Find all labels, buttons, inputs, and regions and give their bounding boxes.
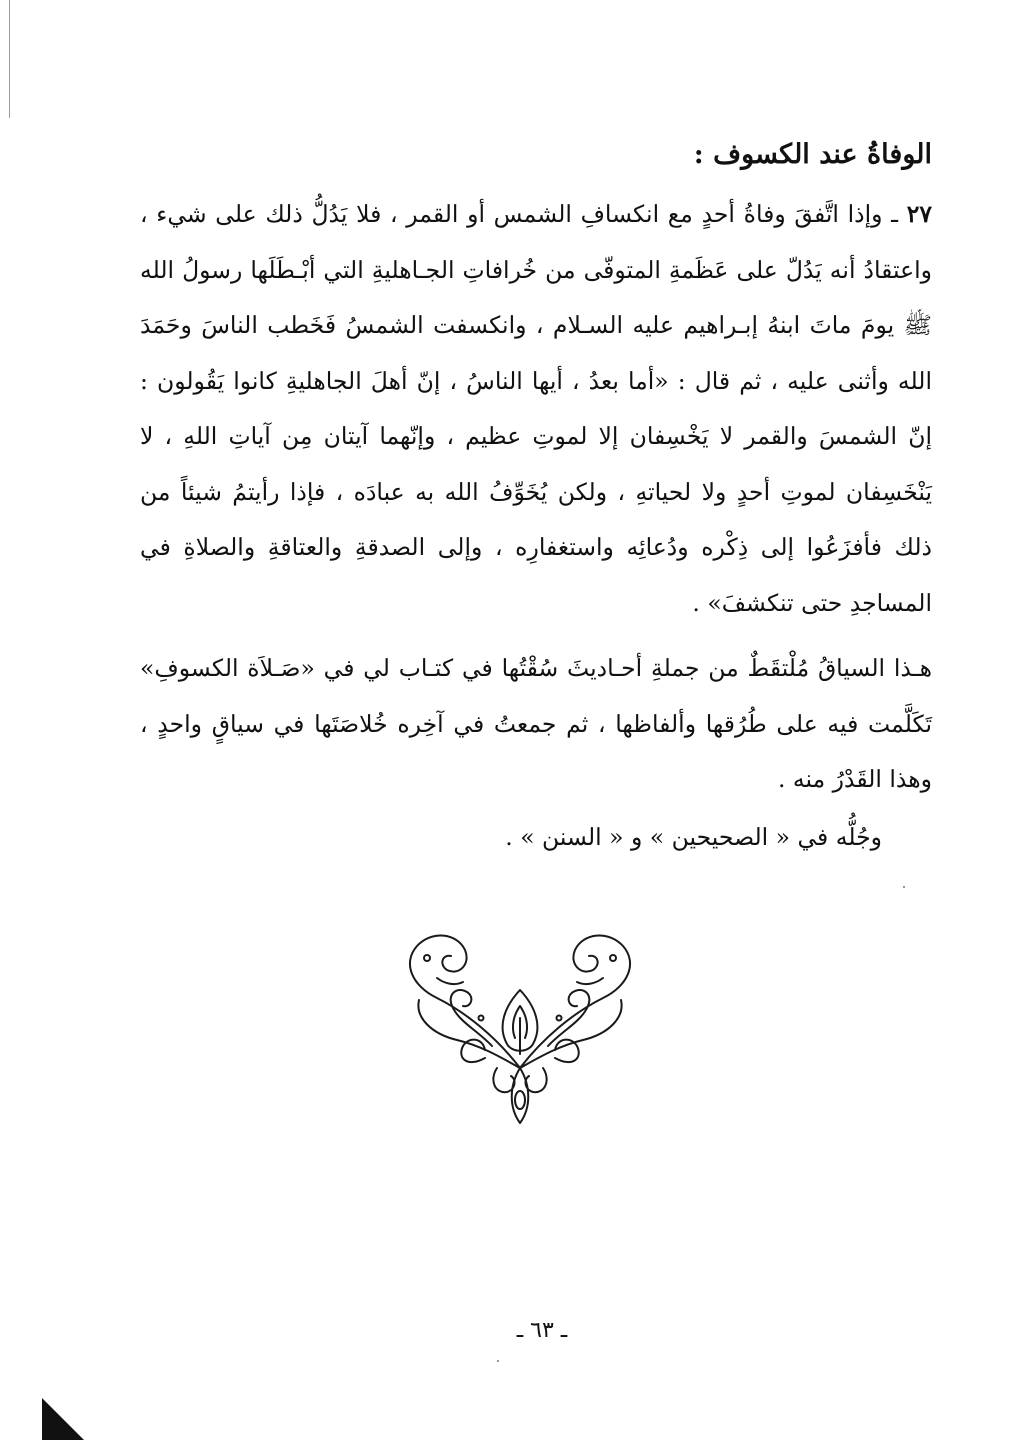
scan-speck (903, 886, 905, 888)
paragraph-27 (140, 187, 932, 631)
corner-triangle-mark (42, 1398, 84, 1440)
scan-speck (497, 1360, 499, 1362)
paragraph-source-note: هـذا السياقُ مُلْتقَطٌ من جملةِ أحـاديثَ سُقْتُها في كتـاب لي في «صَـلاَة الكسوفِ» تَكَلَّمت فيه على طُرُقها وألفاظها ، ثم جمعتُ في آخِره خُلاصَتَها في سياقٍ واحدٍ ، وهذا القَدْرُ منه . (140, 654, 932, 793)
page-number: ـ ٦٣ ـ (516, 1318, 568, 1343)
page-body (140, 135, 932, 865)
floral-vignette-icon (397, 918, 643, 1138)
section-heading: الوفاةُ عند الكسوف : (693, 139, 932, 170)
item-number: ٢٧ (906, 200, 932, 228)
scan-edge-line (9, 0, 10, 118)
paragraph-27-text: ـ وإذا اتَّفقَ وفاةُ أحدٍ مع انكسافِ الشمس أو القمر ، فلا يَدُلُّ ذلك على شيء ، واعتقادُ أنه يَدُلّ على عَظَمةِ المتوفّى من خُرافاتِ الجـاهليةِ التي أبْـطَلَها رسولُ الله ﷺ يومَ ماتَ ابنهُ إبـراهيم عليه السـلام ، وانكسفت الشمسُ فَخَطب الناسَ وحَمَدَ الله وأثنى عليه ، ثم قال : «أما بعدُ ، أيها الناسُ ، إنّ أهلَ الجاهليةِ كانوا يَقُولون : إنّ الشمسَ والقمر لا يَخْسِفان إلا لموتِ عظيم ، وإنّهما آيتان مِن آياتِ اللهِ ، لا يَنْخَسِفان لموتِ أحدٍ ولا لحياتهِ ، ولكن يُخَوِّفُ الله به عبادَه ، فإذا رأيتمُ شيئاً من ذلك فأفزَعُوا إلى ذِكْره ودُعائِه واستغفارِه ، وإلى الصدقةِ والعتاقةِ والصلاةِ في المساجدِ حتى تنكشفَ» . (140, 200, 932, 617)
paragraph-reference: وجُلُّه في « الصحيحين » و « السنن » . (505, 822, 882, 851)
